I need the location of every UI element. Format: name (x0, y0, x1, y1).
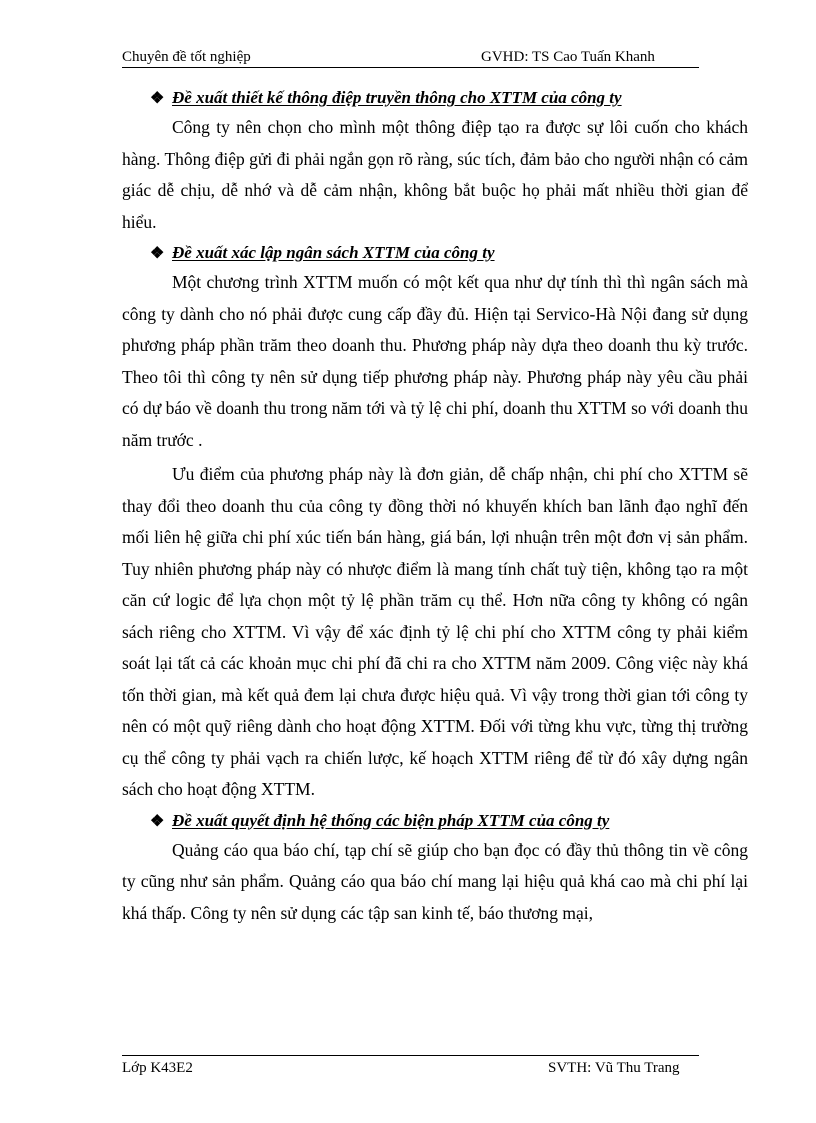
section-budget (122, 238, 748, 806)
page-header (122, 49, 699, 68)
section-heading: ❖ Đề xuất quyết định hệ thống các biện pháp XTTM của công ty (122, 806, 748, 835)
section-message-design (122, 83, 748, 238)
diamond-bullet-icon: ❖ (150, 812, 165, 830)
section-heading: ❖ Đề xuất xác lập ngân sách XTTM của công ty (122, 238, 748, 267)
header-advisor: GVHD: TS Cao Tuấn Khanh (481, 49, 655, 65)
page-footer (122, 1055, 699, 1080)
section-promotion-measures (122, 806, 748, 930)
footer-class: Lớp K43E2 (122, 1060, 193, 1076)
section-heading: ❖ Đề xuất thiết kế thông điệp truyền thông cho XTTM của công ty (122, 83, 748, 112)
document-body (122, 83, 748, 929)
footer-student: SVTH: Vũ Thu Trang (548, 1060, 680, 1076)
diamond-bullet-icon: ❖ (150, 245, 165, 262)
paragraph: Một chương trình XTTM muốn có một kết qua như dự tính thì thì ngân sách mà công ty dành cho nó phải được cung cấp đầy đủ. Hiện tại Servico-Hà Nội đang sử dụng phương pháp phần trăm theo doanh thu. Phương pháp này dựa theo doanh thu kỳ trước. Theo tôi thì công ty nên sử dụng tiếp phương pháp này. Phương pháp này yêu cầu phải có dự báo về doanh thu trong năm tới và tỷ lệ chi phí, doanh thu XTTM so với doanh thu năm trước . (122, 272, 748, 450)
diamond-bullet-icon: ❖ (150, 90, 165, 107)
paragraph: Ưu điểm của phương pháp này là đơn giản, dễ chấp nhận, chi phí cho XTTM sẽ thay đổi theo doanh thu của công ty đồng thời nó khuyến khích ban lãnh đạo nghĩ đến mối liên hệ giữa chi phí xúc tiến bán hàng, giá bán, lợi nhuận trên một đơn vị sản phẩm. Tuy nhiên phương pháp này có nhược điểm là mang tính chất tuỳ tiện, không tạo ra một căn cứ logic để lựa chọn một tỷ lệ phần trăm cụ thể. Hơn nữa công ty không có ngân sách riêng cho XTTM. Vì vậy để xác định tỷ lệ chi phí cho XTTM công ty phải kiểm soát lại tất cả các khoản mục chi phí đã chi ra cho XTTM năm 2009. Công việc này khá tốn thời gian, mà kết quả đem lại chưa được hiệu quả. Vì vậy trong thời gian tới công ty nên có một quỹ riêng dành cho hoạt động XTTM. Đối với từng khu vực, từng thị trường cụ thể công ty phải vạch ra chiến lược, kế hoạch XTTM riêng để từ đó xây dựng ngân sách cho hoạt động XTTM. (122, 464, 748, 799)
header-course-title: Chuyên đề tốt nghiệp (122, 49, 251, 65)
paragraph: Quảng cáo qua báo chí, tạp chí sẽ giúp cho bạn đọc có đầy thủ thông tin về công ty cũng như sản phẩm. Quảng cáo qua báo chí mang lại hiệu quả khá cao mà chi phí lại khá thấp. Công ty nên sử dụng các tập san kinh tế, báo thương mại, (122, 839, 748, 923)
paragraph: Công ty nên chọn cho mình một thông điệp tạo ra được sự lôi cuốn cho khách hàng. Thông điệp gửi đi phải ngắn gọn rõ ràng, súc tích, đảm bảo cho người nhận có cảm giác dễ chịu, dễ nhớ và dễ cảm nhận, không bắt buộc họ phải mất nhiều thời gian để hiểu. (122, 117, 748, 232)
